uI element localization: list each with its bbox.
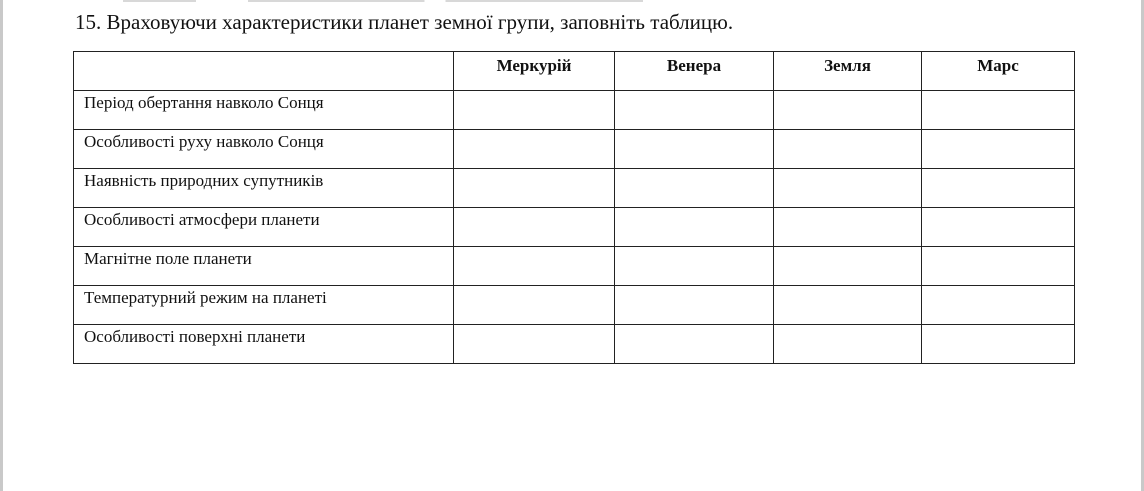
corner-header-cell	[74, 52, 454, 91]
answer-cell[interactable]	[615, 91, 774, 130]
column-header-venus: Венера	[615, 52, 774, 91]
column-header-mars: Марс	[922, 52, 1075, 91]
answer-cell[interactable]	[615, 169, 774, 208]
answer-cell[interactable]	[922, 208, 1075, 247]
cropped-previous-text-line	[123, 0, 643, 2]
answer-cell[interactable]	[454, 325, 615, 364]
row-label: Особливості атмосфери планети	[74, 208, 454, 247]
answer-cell[interactable]	[454, 286, 615, 325]
answer-cell[interactable]	[454, 247, 615, 286]
column-header-earth: Земля	[774, 52, 922, 91]
answer-cell[interactable]	[615, 286, 774, 325]
table-row	[74, 91, 1075, 130]
table-header-row	[74, 52, 1075, 91]
answer-cell[interactable]	[774, 247, 922, 286]
answer-cell[interactable]	[615, 130, 774, 169]
row-label: Період обертання навколо Сонця	[74, 91, 454, 130]
answer-cell[interactable]	[774, 169, 922, 208]
planets-table	[73, 51, 1075, 364]
answer-cell[interactable]	[454, 130, 615, 169]
answer-cell[interactable]	[922, 286, 1075, 325]
table-row	[74, 247, 1075, 286]
answer-cell[interactable]	[922, 325, 1075, 364]
answer-cell[interactable]	[774, 325, 922, 364]
table-row	[74, 130, 1075, 169]
answer-cell[interactable]	[774, 130, 922, 169]
answer-cell[interactable]	[774, 286, 922, 325]
answer-cell[interactable]	[922, 91, 1075, 130]
answer-cell[interactable]	[922, 247, 1075, 286]
answer-cell[interactable]	[454, 208, 615, 247]
task-title: 15. Враховуючи характеристики планет земної групи, заповніть таблицю.	[75, 10, 734, 34]
answer-cell[interactable]	[615, 247, 774, 286]
answer-cell[interactable]	[922, 130, 1075, 169]
answer-cell[interactable]	[454, 91, 615, 130]
answer-cell[interactable]	[774, 91, 922, 130]
answer-cell[interactable]	[922, 169, 1075, 208]
row-label: Особливості руху навколо Сонця	[74, 130, 454, 169]
table-row	[74, 286, 1075, 325]
column-header-mercury: Меркурій	[454, 52, 615, 91]
answer-cell[interactable]	[615, 208, 774, 247]
table-row	[74, 169, 1075, 208]
row-label: Наявність природних супутників	[74, 169, 454, 208]
table-row	[74, 208, 1075, 247]
answer-cell[interactable]	[615, 325, 774, 364]
answer-cell[interactable]	[454, 169, 615, 208]
table-row	[74, 325, 1075, 364]
row-label: Температурний режим на планеті	[74, 286, 454, 325]
row-label: Особливості поверхні планети	[74, 325, 454, 364]
row-label: Магнітне поле планети	[74, 247, 454, 286]
answer-cell[interactable]	[774, 208, 922, 247]
